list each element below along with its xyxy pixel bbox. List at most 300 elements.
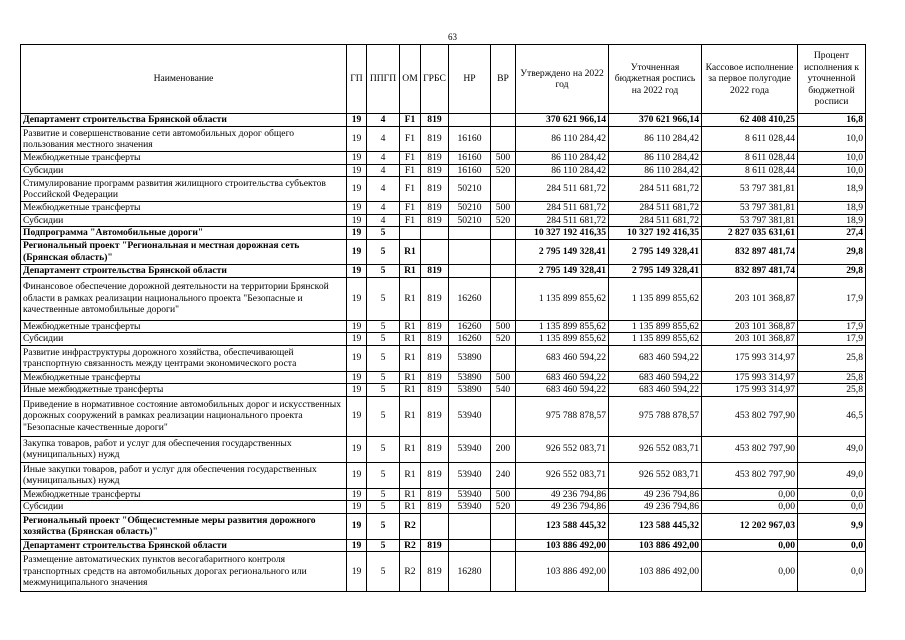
cell-vr: 540 [491,384,516,397]
cell-refined: 49 236 794,86 [609,488,702,501]
cell-name: Развитие инфраструктуры дорожного хозяйства, обеспечивающей транспортную связанность между центрами экономического роста [21,345,347,371]
cell-grbs: 819 [421,345,449,371]
cell-name: Департамент строительства Брянской области [21,114,347,127]
header-ppgp: ППГП [367,45,400,114]
cell-grbs: 819 [421,277,449,320]
cell-refined: 86 110 284,42 [609,164,702,177]
cell-name: Субсидии [21,164,347,177]
table-row [21,333,866,346]
cell-nr: 16160 [449,164,491,177]
cell-cash: 453 802 797,90 [702,396,798,436]
cell-om [400,227,421,240]
cell-om: R1 [400,501,421,514]
cell-nr: 50210 [449,177,491,202]
table-row [21,264,866,277]
cell-nr: 53890 [449,384,491,397]
cell-ppgp: 5 [367,501,400,514]
cell-vr: 200 [491,436,516,462]
cell-gp: 19 [347,501,367,514]
cell-approved: 926 552 083,71 [516,462,609,488]
header-gp: ГП [347,45,367,114]
cell-name: Стимулирование программ развития жилищного строительства субъектов Российской Федерации [21,177,347,202]
cell-refined: 284 511 681,72 [609,202,702,215]
cell-grbs: 819 [421,333,449,346]
cell-percent: 17,9 [798,320,866,333]
cell-percent: 18,9 [798,202,866,215]
cell-refined: 683 460 594,22 [609,371,702,384]
table-row [21,552,866,592]
cell-ppgp: 4 [367,127,400,152]
cell-percent: 25,8 [798,371,866,384]
cell-approved: 926 552 083,71 [516,436,609,462]
cell-ppgp: 5 [367,396,400,436]
cell-name: Размещение автоматических пунктов весогабаритного контроля транспортных средств на автомобильных дорогах регионального или межмуниципального значения [21,552,347,592]
cell-approved: 284 511 681,72 [516,202,609,215]
cell-grbs: 819 [421,320,449,333]
cell-name: Субсидии [21,214,347,227]
cell-cash: 53 797 381,81 [702,177,798,202]
cell-om: R2 [400,513,421,539]
cell-grbs: 819 [421,539,449,552]
cell-approved: 1 135 899 855,62 [516,320,609,333]
table-row [21,164,866,177]
cell-om: R1 [400,277,421,320]
cell-name: Департамент строительства Брянской области [21,539,347,552]
cell-approved: 103 886 492,00 [516,539,609,552]
cell-nr: 53940 [449,436,491,462]
cell-approved: 284 511 681,72 [516,177,609,202]
cell-name: Приведение в нормативное состояние автомобильных дорог и искусственных дорожных сооружений в рамках реализации национального проекта "Безопасные качественные дороги" [21,396,347,436]
table-row [21,202,866,215]
cell-ppgp: 5 [367,345,400,371]
cell-cash: 175 993 314,97 [702,371,798,384]
cell-om: F1 [400,164,421,177]
cell-vr: 520 [491,214,516,227]
cell-ppgp: 5 [367,264,400,277]
cell-vr [491,539,516,552]
cell-om: R1 [400,396,421,436]
cell-vr [491,345,516,371]
table-row [21,384,866,397]
cell-name: Межбюджетные трансферты [21,371,347,384]
cell-name: Межбюджетные трансферты [21,152,347,165]
cell-percent: 46,5 [798,396,866,436]
cell-refined: 86 110 284,42 [609,152,702,165]
cell-grbs: 819 [421,384,449,397]
cell-name: Межбюджетные трансферты [21,320,347,333]
cell-gp: 19 [347,436,367,462]
cell-gp: 19 [347,462,367,488]
cell-gp: 19 [347,513,367,539]
cell-cash: 0,00 [702,501,798,514]
cell-vr: 500 [491,320,516,333]
cell-gp: 19 [347,396,367,436]
table-row [21,488,866,501]
table-row [21,214,866,227]
cell-approved: 683 460 594,22 [516,345,609,371]
header-cash: Кассовое исполнение за первое полугодие 2022 года [702,45,798,114]
cell-om: R1 [400,320,421,333]
cell-cash: 453 802 797,90 [702,462,798,488]
cell-gp: 19 [347,552,367,592]
cell-grbs: 819 [421,552,449,592]
cell-refined: 284 511 681,72 [609,177,702,202]
cell-cash: 175 993 314,97 [702,384,798,397]
cell-om: F1 [400,177,421,202]
cell-approved: 683 460 594,22 [516,371,609,384]
cell-ppgp: 4 [367,202,400,215]
cell-percent: 29,8 [798,239,866,264]
header-name: Наименование [21,45,347,114]
cell-om: F1 [400,127,421,152]
cell-grbs: 819 [421,371,449,384]
cell-name: Закупка товаров, работ и услуг для обеспечения государственных (муниципальных) нужд [21,436,347,462]
cell-ppgp: 4 [367,214,400,227]
cell-ppgp: 5 [367,371,400,384]
cell-gp: 19 [347,345,367,371]
cell-om: R1 [400,239,421,264]
cell-percent: 49,0 [798,436,866,462]
cell-gp: 19 [347,127,367,152]
table-row [21,227,866,240]
cell-gp: 19 [347,371,367,384]
cell-refined: 1 135 899 855,62 [609,320,702,333]
cell-nr: 50210 [449,202,491,215]
cell-om: R2 [400,539,421,552]
cell-grbs: 819 [421,396,449,436]
cell-vr: 520 [491,501,516,514]
cell-approved: 103 886 492,00 [516,552,609,592]
cell-nr: 53940 [449,501,491,514]
cell-nr [449,539,491,552]
cell-nr: 53940 [449,462,491,488]
cell-name: Межбюджетные трансферты [21,488,347,501]
cell-cash: 8 611 028,44 [702,164,798,177]
cell-approved: 683 460 594,22 [516,384,609,397]
cell-percent: 10,0 [798,164,866,177]
cell-cash: 832 897 481,74 [702,264,798,277]
table-row [21,462,866,488]
cell-refined: 1 135 899 855,62 [609,333,702,346]
cell-grbs: 819 [421,127,449,152]
cell-ppgp: 4 [367,152,400,165]
table-row [21,177,866,202]
cell-om: R1 [400,462,421,488]
cell-om: R1 [400,371,421,384]
cell-refined: 975 788 878,57 [609,396,702,436]
cell-nr: 53890 [449,345,491,371]
cell-vr [491,396,516,436]
cell-nr [449,264,491,277]
cell-approved: 975 788 878,57 [516,396,609,436]
cell-cash: 8 611 028,44 [702,127,798,152]
cell-gp: 19 [347,320,367,333]
cell-ppgp: 5 [367,320,400,333]
page-number: 63 [448,32,457,42]
cell-nr: 16160 [449,127,491,152]
cell-refined: 370 621 966,14 [609,114,702,127]
cell-gp: 19 [347,164,367,177]
cell-approved: 86 110 284,42 [516,127,609,152]
cell-name: Иные межбюджетные трансферты [21,384,347,397]
cell-gp: 19 [347,152,367,165]
cell-nr: 16160 [449,152,491,165]
cell-vr: 240 [491,462,516,488]
cell-refined: 284 511 681,72 [609,214,702,227]
cell-cash: 12 202 967,03 [702,513,798,539]
cell-om: R1 [400,333,421,346]
cell-percent: 29,8 [798,264,866,277]
cell-cash: 832 897 481,74 [702,239,798,264]
table-body [21,114,866,592]
cell-om: R1 [400,488,421,501]
cell-nr [449,114,491,127]
cell-gp: 19 [347,227,367,240]
cell-name: Региональный проект "Региональная и местная дорожная сеть (Брянская область)" [21,239,347,264]
table-row [21,501,866,514]
cell-refined: 926 552 083,71 [609,436,702,462]
cell-name: Межбюджетные трансферты [21,202,347,215]
cell-percent: 17,9 [798,277,866,320]
cell-om: R1 [400,345,421,371]
cell-grbs: 819 [421,114,449,127]
cell-ppgp: 4 [367,177,400,202]
cell-grbs: 819 [421,152,449,165]
cell-approved: 1 135 899 855,62 [516,333,609,346]
cell-percent: 0,0 [798,552,866,592]
cell-gp: 19 [347,264,367,277]
cell-ppgp: 5 [367,462,400,488]
budget-table [20,44,866,592]
cell-vr: 500 [491,202,516,215]
cell-refined: 103 886 492,00 [609,552,702,592]
cell-ppgp: 5 [367,384,400,397]
cell-om: F1 [400,202,421,215]
cell-nr [449,227,491,240]
cell-cash: 2 827 035 631,61 [702,227,798,240]
cell-nr: 53890 [449,371,491,384]
cell-vr [491,264,516,277]
cell-om: F1 [400,114,421,127]
cell-approved: 1 135 899 855,62 [516,277,609,320]
cell-nr [449,513,491,539]
cell-percent: 10,0 [798,127,866,152]
cell-nr: 16260 [449,320,491,333]
cell-gp: 19 [347,114,367,127]
table-row [21,320,866,333]
cell-grbs: 819 [421,436,449,462]
cell-percent: 16,8 [798,114,866,127]
cell-gp: 19 [347,239,367,264]
cell-om: R2 [400,552,421,592]
cell-om: F1 [400,152,421,165]
cell-name: Подпрограмма "Автомобильные дороги" [21,227,347,240]
cell-vr [491,177,516,202]
cell-nr: 50210 [449,214,491,227]
cell-ppgp: 5 [367,277,400,320]
cell-ppgp: 5 [367,239,400,264]
cell-approved: 123 588 445,32 [516,513,609,539]
cell-refined: 86 110 284,42 [609,127,702,152]
cell-grbs: 819 [421,202,449,215]
cell-vr [491,227,516,240]
cell-cash: 203 101 368,87 [702,277,798,320]
cell-om: R1 [400,264,421,277]
header-approved: Утверждено на 2022 год [516,45,609,114]
cell-ppgp: 5 [367,488,400,501]
cell-ppgp: 5 [367,436,400,462]
table-row [21,436,866,462]
table-row [21,239,866,264]
cell-nr: 53940 [449,396,491,436]
cell-percent: 18,9 [798,214,866,227]
cell-percent: 27,4 [798,227,866,240]
table-row [21,152,866,165]
cell-vr [491,513,516,539]
cell-name: Субсидии [21,501,347,514]
cell-vr [491,127,516,152]
cell-name: Субсидии [21,333,347,346]
cell-gp: 19 [347,177,367,202]
cell-grbs [421,227,449,240]
cell-percent: 17,9 [798,333,866,346]
table-row [21,277,866,320]
cell-gp: 19 [347,277,367,320]
cell-percent: 25,8 [798,384,866,397]
cell-percent: 18,9 [798,177,866,202]
cell-om: R1 [400,384,421,397]
cell-ppgp: 5 [367,552,400,592]
cell-cash: 53 797 381,81 [702,202,798,215]
cell-ppgp: 5 [367,539,400,552]
cell-cash: 0,00 [702,488,798,501]
table-row [21,345,866,371]
cell-approved: 2 795 149 328,41 [516,239,609,264]
cell-grbs [421,239,449,264]
cell-cash: 203 101 368,87 [702,333,798,346]
cell-name: Региональный проект "Общесистемные меры развития дорожного хозяйства (Брянская область)" [21,513,347,539]
cell-refined: 2 795 149 328,41 [609,239,702,264]
cell-refined: 103 886 492,00 [609,539,702,552]
cell-approved: 49 236 794,86 [516,488,609,501]
cell-approved: 86 110 284,42 [516,164,609,177]
cell-name: Финансовое обеспечение дорожной деятельности на территории Брянской области в рамках реализации национального проекта "Безопасные и качественные автомобильные дороги" [21,277,347,320]
cell-vr: 500 [491,488,516,501]
cell-grbs: 819 [421,488,449,501]
table-row [21,513,866,539]
cell-vr [491,552,516,592]
header-grbs: ГРБС [421,45,449,114]
cell-approved: 49 236 794,86 [516,501,609,514]
cell-grbs: 819 [421,462,449,488]
cell-refined: 2 795 149 328,41 [609,264,702,277]
cell-cash: 53 797 381,81 [702,214,798,227]
cell-approved: 370 621 966,14 [516,114,609,127]
cell-nr [449,239,491,264]
cell-vr: 520 [491,164,516,177]
table-row [21,114,866,127]
cell-nr: 16280 [449,552,491,592]
cell-gp: 19 [347,384,367,397]
cell-percent: 25,8 [798,345,866,371]
cell-refined: 926 552 083,71 [609,462,702,488]
cell-refined: 10 327 192 416,35 [609,227,702,240]
header-nr: НР [449,45,491,114]
cell-gp: 19 [347,333,367,346]
cell-vr: 520 [491,333,516,346]
cell-approved: 284 511 681,72 [516,214,609,227]
cell-cash: 62 408 410,25 [702,114,798,127]
cell-vr [491,239,516,264]
cell-cash: 453 802 797,90 [702,436,798,462]
cell-cash: 175 993 314,97 [702,345,798,371]
cell-percent: 0,0 [798,539,866,552]
cell-refined: 683 460 594,22 [609,345,702,371]
cell-grbs: 819 [421,264,449,277]
cell-refined: 683 460 594,22 [609,384,702,397]
cell-refined: 1 135 899 855,62 [609,277,702,320]
table-header-row [21,45,866,114]
header-refined: Уточненная бюджетная роспись на 2022 год [609,45,702,114]
table-row [21,396,866,436]
cell-approved: 10 327 192 416,35 [516,227,609,240]
cell-gp: 19 [347,539,367,552]
cell-om: R1 [400,436,421,462]
cell-percent: 0,0 [798,488,866,501]
cell-gp: 19 [347,214,367,227]
cell-ppgp: 5 [367,333,400,346]
cell-ppgp: 4 [367,114,400,127]
cell-grbs: 819 [421,164,449,177]
header-vr: ВР [491,45,516,114]
cell-cash: 0,00 [702,539,798,552]
cell-cash: 203 101 368,87 [702,320,798,333]
cell-ppgp: 4 [367,164,400,177]
cell-nr: 53940 [449,488,491,501]
cell-refined: 123 588 445,32 [609,513,702,539]
cell-vr: 500 [491,371,516,384]
cell-vr [491,277,516,320]
cell-refined: 49 236 794,86 [609,501,702,514]
cell-gp: 19 [347,488,367,501]
cell-cash: 0,00 [702,552,798,592]
cell-name: Иные закупки товаров, работ и услуг для обеспечения государственных (муниципальных) нужд [21,462,347,488]
cell-name: Развитие и совершенствование сети автомобильных дорог общего пользования местного значения [21,127,347,152]
cell-grbs: 819 [421,501,449,514]
cell-approved: 86 110 284,42 [516,152,609,165]
cell-grbs: 819 [421,214,449,227]
cell-percent: 0,0 [798,501,866,514]
cell-vr: 500 [491,152,516,165]
cell-approved: 2 795 149 328,41 [516,264,609,277]
cell-vr [491,114,516,127]
cell-om: F1 [400,214,421,227]
cell-gp: 19 [347,202,367,215]
cell-ppgp: 5 [367,513,400,539]
cell-nr: 16260 [449,333,491,346]
cell-grbs: 819 [421,177,449,202]
cell-name: Департамент строительства Брянской области [21,264,347,277]
cell-percent: 9,9 [798,513,866,539]
cell-cash: 8 611 028,44 [702,152,798,165]
table-row [21,127,866,152]
cell-ppgp: 5 [367,227,400,240]
cell-nr: 16260 [449,277,491,320]
cell-grbs [421,513,449,539]
cell-percent: 10,0 [798,152,866,165]
table-row [21,371,866,384]
header-om: ОМ [400,45,421,114]
